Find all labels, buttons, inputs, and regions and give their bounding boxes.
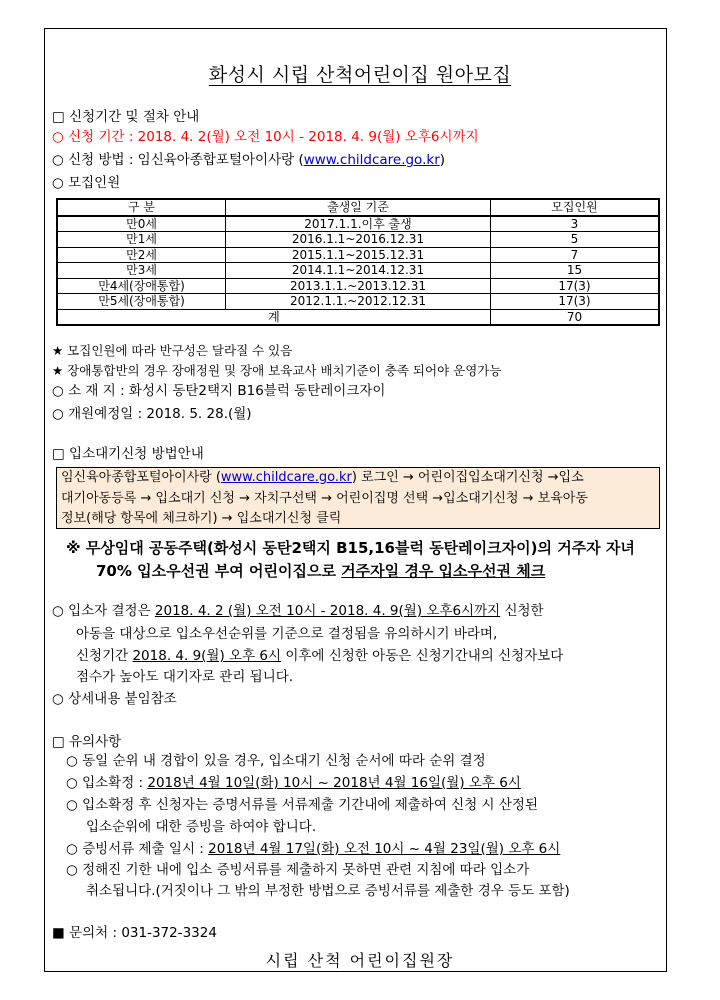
waitlist-steps-line2: 대기아동등록 → 입소대기 신청 → 자치구선택 → 어린이집명 선택 →입소대기신청 → 보육아동: [61, 490, 588, 506]
cell-age: 만2세: [57, 247, 226, 263]
notice-item-documents-line1: ○ 입소확정 후 신청자는 증명서류를 서류제출 기간내에 제출하여 신청 시 산정된: [66, 797, 539, 813]
note-disability-class: ★ 장애통합반의 경우 장애정원 및 장애 보육교사 배치기준이 충족 되어야 운영가능: [52, 363, 502, 378]
waitlist-steps-line1: 임신육아종합포털아이사랑 (www.childcare.go.kr) 로그인 → 어린이집입소대기신청 →입소: [61, 470, 584, 485]
cell-age: 만1세: [57, 232, 226, 248]
section-heading-waitlist: □ 입소대기신청 방법안내: [52, 446, 204, 462]
notice-item-tiebreak: ○ 동일 순위 내 경합이 있을 경우, 입소대기 신청 순서에 따라 순위 결정: [66, 753, 486, 769]
header-capacity: 모집인원: [490, 199, 659, 216]
table-row: [57, 232, 659, 248]
contact-phone: 031-372-3324: [121, 925, 217, 941]
notice-item-submission: ○ 증빙서류 제출 일시 : 2018년 4월 17일(화) 오전 10시 ~ 4월 23일(월) 오후 6시: [66, 841, 561, 857]
application-period: ○ 신청 기간 : 2018. 4. 2(월) 오전 10시 - 2018. 4. 9(월) 오후6시까지: [52, 129, 479, 145]
childcare-link[interactable]: www.childcare.go.kr: [303, 152, 440, 168]
table-row: [57, 294, 659, 310]
table-total-row: [57, 309, 659, 325]
cell-capacity: 15: [490, 263, 659, 279]
application-method: ○ 신청 방법 : 임신육아종합포털아이사랑 (www.childcare.go.kr): [52, 152, 446, 168]
total-value: 70: [490, 309, 659, 325]
cell-birthdate: 2014.1.1~2014.12.31: [226, 263, 491, 279]
recruit-table: [56, 198, 660, 326]
notice-item-cancellation-line2: 취소됩니다.(거짓이나 그 밖의 부정한 방법으로 증빙서류를 제출한 경우 등도 포함): [86, 883, 570, 899]
cell-birthdate: 2017.1.1.이후 출생: [226, 216, 491, 232]
decision-line4: 점수가 높아도 대기자로 관리 됩니다.: [76, 669, 294, 685]
footer-signature: 시립 산척 어린이집원장: [265, 951, 455, 970]
cell-birthdate: 2016.1.1~2016.12.31: [226, 232, 491, 248]
table-row: [57, 247, 659, 263]
cell-capacity: 7: [490, 247, 659, 263]
cell-birthdate: 2012.1.1.~2012.12.31: [226, 294, 491, 310]
cell-age: 만0세: [57, 216, 226, 232]
total-label: 계: [57, 309, 490, 325]
note-class-composition: ★ 모집인원에 따라 반구성은 달라질 수 있음: [52, 343, 293, 358]
childcare-link[interactable]: www.childcare.go.kr: [220, 470, 352, 485]
page-title: 화성시 시립 산척어린이집 원아모집: [208, 64, 512, 86]
location: ○ 소 재 지 : 화성시 동탄2택지 B16블럭 동탄레이크자이: [52, 383, 386, 399]
cell-age: 만5세(장애통합): [57, 294, 226, 310]
header-birthdate: 출생일 기준: [226, 199, 491, 216]
table-row: [57, 263, 659, 279]
cell-capacity: 3: [490, 216, 659, 232]
priority-note-line1: ※ 무상임대 공동주택(화성시 동탄2택지 B15,16블럭 동탄레이크자이)의 거주자 자녀: [66, 539, 635, 557]
cell-capacity: 5: [490, 232, 659, 248]
cell-capacity: 17(3): [490, 278, 659, 294]
notice-item-documents-line2: 입소순위에 대한 증빙을 하여야 합니다.: [86, 819, 317, 835]
decision-line2: 아동을 대상으로 입소우선순위를 기준으로 결정됨을 유의하시기 바라며,: [76, 626, 498, 642]
opening-date: ○ 개원예정일 : 2018. 5. 28.(월): [52, 406, 252, 422]
recruit-label: ○ 모집인원: [52, 175, 121, 191]
cell-age: 만4세(장애통합): [57, 278, 226, 294]
detail-reference: ○ 상세내용 붙임참조: [52, 691, 177, 707]
table-header-row: [57, 199, 659, 216]
contact-info: ■ 문의처 : 031-372-3324: [52, 925, 217, 941]
section-heading-notes: □ 유의사항: [52, 734, 122, 750]
notice-item-cancellation-line1: ○ 정해진 기한 내에 입소 증빙서류를 제출하지 못하면 관련 지침에 따라 입소가: [66, 862, 530, 878]
table-row: [57, 278, 659, 294]
cell-birthdate: 2013.1.1.~2013.12.31: [226, 278, 491, 294]
priority-note-line2: 70% 입소우선권 부여 어린이집으로 거주자일 경우 입소우선권 체크: [96, 562, 546, 580]
cell-birthdate: 2015.1.1~2015.12.31: [226, 247, 491, 263]
waitlist-steps-box: [56, 467, 660, 529]
section-heading-application: □ 신청기간 및 절차 안내: [52, 109, 200, 125]
cell-capacity: 17(3): [490, 294, 659, 310]
header-category: 구 분: [57, 199, 226, 216]
decision-line3: 신청기간 2018. 4. 9(월) 오후 6시 이후에 신청한 아동은 신청기간내의 신청자보다: [76, 648, 564, 664]
table-row: [57, 216, 659, 232]
notice-item-confirmation: ○ 입소확정 : 2018년 4월 10일(화) 10시 ~ 2018년 4월 16일(월) 오후 6시: [66, 775, 521, 791]
cell-age: 만3세: [57, 263, 226, 279]
decision-line1: ○ 입소자 결정은 2018. 4. 2 (월) 오전 10시 - 2018. 4. 9(월) 오후6시까지 신청한: [52, 603, 544, 619]
waitlist-steps-line3: 정보(해당 항목에 체크하기) → 입소대기신청 클릭: [61, 511, 342, 526]
